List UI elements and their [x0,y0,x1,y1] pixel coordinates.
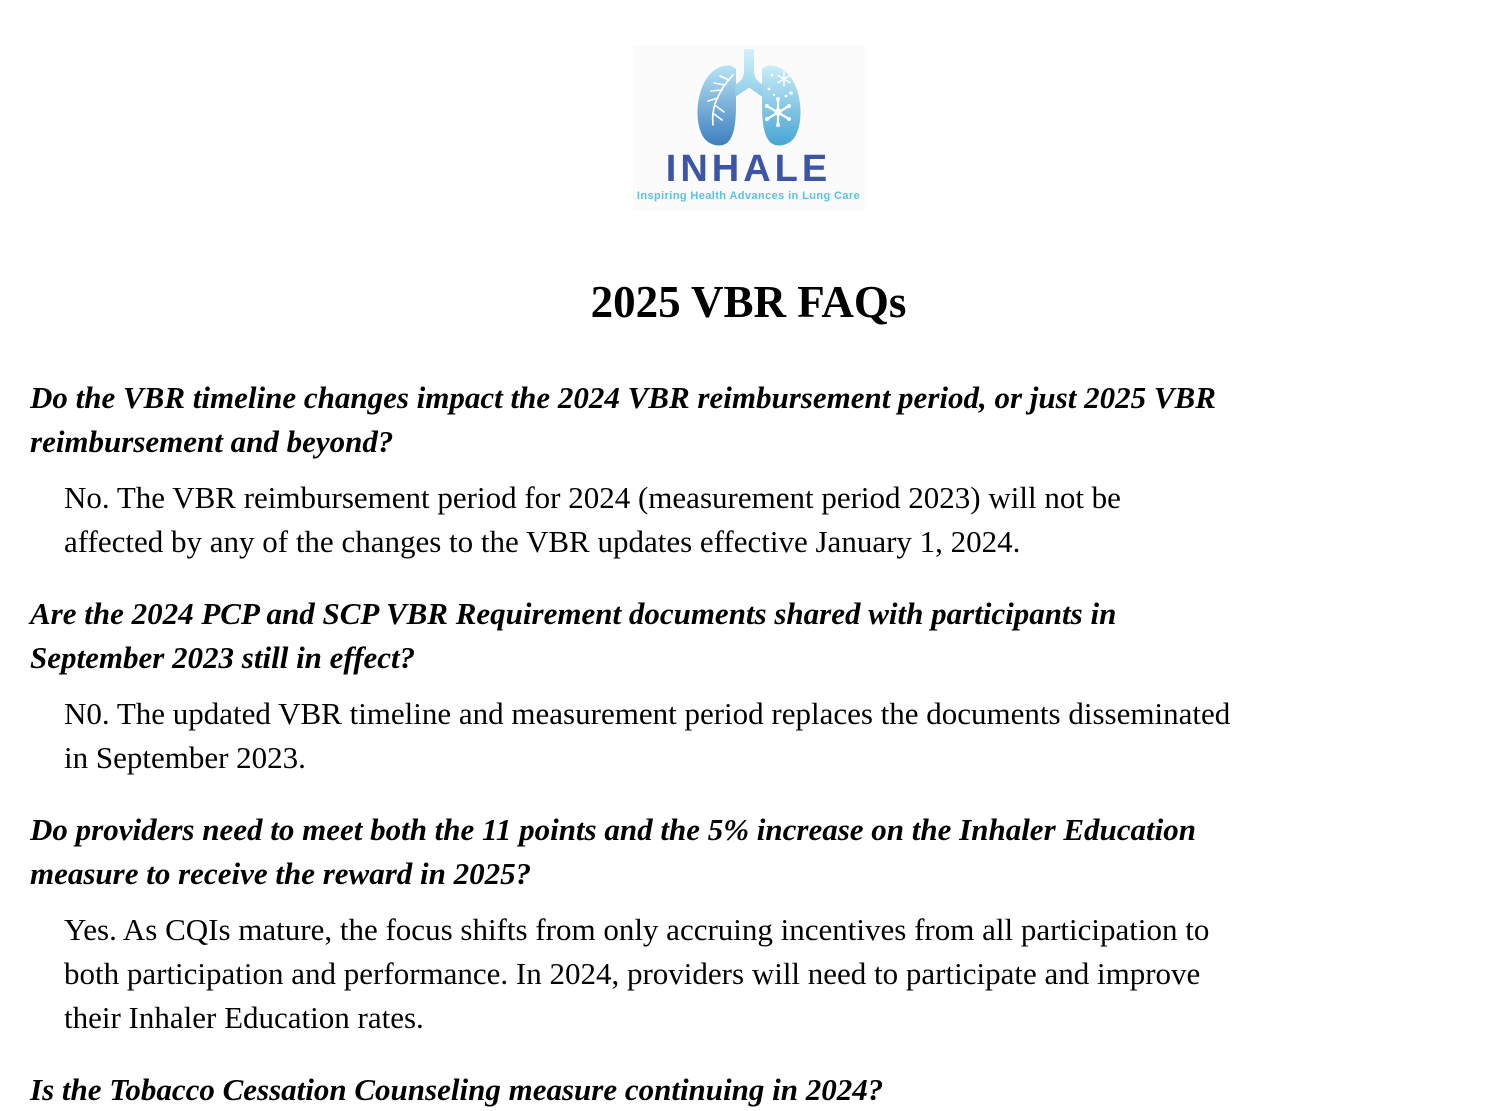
question-line: measure to receive the reward in 2025? [30,856,532,891]
answer-line: their Inhaler Education rates. [64,1000,424,1035]
faq-item [30,376,1467,564]
answer-line: in September 2023. [64,740,306,775]
logo-box [633,45,865,211]
lungs-snowflake-icon [686,49,812,149]
question-line: Do the VBR timeline changes impact the 2024 VBR reimbursement period, or just 2025 VBR [30,380,1216,415]
faq-question [30,1068,1467,1111]
faq-answer [64,476,1467,564]
answer-line: affected by any of the changes to the VBR updates effective January 1, 2024. [64,524,1021,559]
question-line: September 2023 still in effect? [30,640,416,675]
question-line: Do providers need to meet both the 11 points and the 5% increase on the Inhaler Education [30,812,1197,847]
logo-tagline: Inspiring Health Advances in Lung Care [636,190,861,202]
faq-item [30,1068,1467,1111]
question-line: reimbursement and beyond? [30,424,394,459]
faq-question [30,808,1467,896]
faq-answer [64,692,1467,780]
faq-question [30,592,1467,680]
faq-list [30,376,1467,1111]
faq-item [30,808,1467,1040]
answer-line: both participation and performance. In 2024, providers will need to participate and improve [64,956,1201,991]
question-line: Are the 2024 PCP and SCP VBR Requirement documents shared with participants in [30,596,1117,631]
faq-answer [64,908,1467,1040]
faq-item [30,592,1467,780]
answer-line: N0. The updated VBR timeline and measurement period replaces the documents disseminated [64,696,1231,731]
question-line: Is the Tobacco Cessation Counseling measure continuing in 2024? [30,1072,884,1107]
page-title: 2025 VBR FAQs [590,277,907,327]
logo-brand-text: INHALE [665,148,832,190]
logo [30,45,1467,211]
answer-line: Yes. As CQIs mature, the focus shifts from only accruing incentives from all participation to [64,912,1210,947]
faq-question [30,376,1467,464]
answer-line: No. The VBR reimbursement period for 2024 (measurement period 2023) will not be [64,480,1121,515]
